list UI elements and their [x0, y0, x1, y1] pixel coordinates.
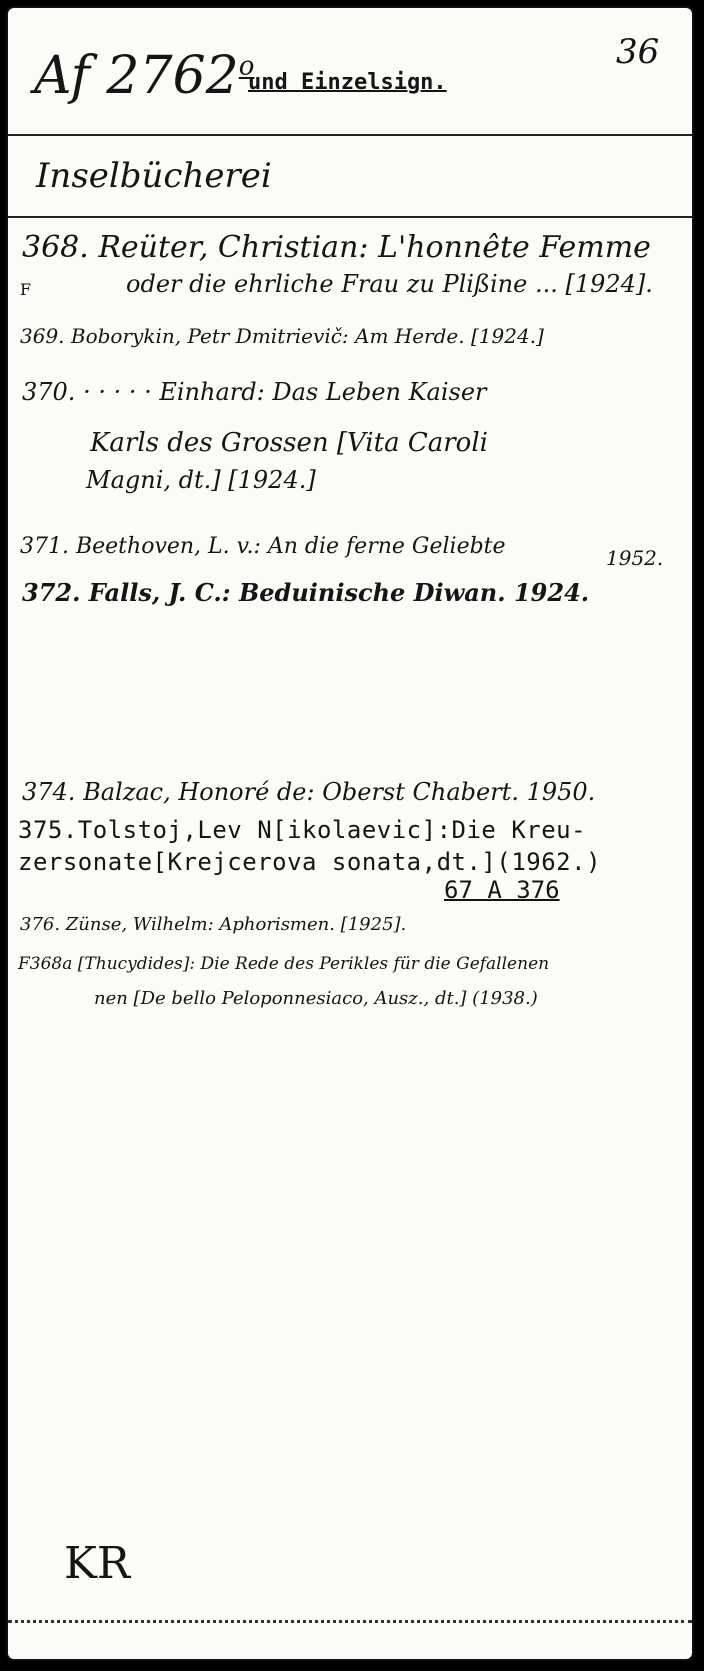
- series-title: Inselbücherei: [36, 156, 272, 196]
- entry-375-line2: zersonate[Krejcerova sonata,dt.](1962.): [18, 848, 602, 876]
- entry-370-line2: Karls des Grossen [Vita Caroli: [90, 428, 488, 458]
- entry-368a-line1: F368a [Thucydides]: Die Rede des Perikles für die Gefallenen: [18, 954, 550, 974]
- entry-369: 369. Boborykin, Petr Dmitrievič: Am Herde. [1924.]: [20, 324, 544, 348]
- typed-heading: und Einzelsign.: [248, 70, 447, 95]
- entry-368a-line2: nen [De bello Peloponnesiaco, Ausz., dt.] (1938.): [94, 988, 538, 1009]
- entry-368-mark: F: [20, 280, 32, 299]
- entry-371-line1: 371. Beethoven, L. v.: An die ferne Geliebte: [20, 534, 506, 559]
- entry-372: 372. Falls, J. C.: Beduinische Diwan. 1924.: [22, 578, 590, 607]
- entry-375-callno: 67 A 376: [444, 876, 560, 904]
- series-rule: [8, 216, 692, 218]
- entry-368-line2: oder die ehrliche Frau zu Plißine ... [1924].: [126, 270, 653, 298]
- entry-370-line1: 370. · · · · · Einhard: Das Leben Kaiser: [22, 378, 487, 406]
- catalog-card: [6, 6, 694, 1661]
- entry-376: 376. Zünse, Wilhelm: Aphorismen. [1925].: [20, 914, 407, 935]
- entry-375-line1: 375.Tolstoj,Lev N[ikolaevic]:Die Kreu-: [18, 816, 587, 844]
- cataloger-initials: KR: [64, 1538, 130, 1589]
- entry-374: 374. Balzac, Honoré de: Oberst Chabert. 1950.: [22, 778, 596, 806]
- bottom-dotted-rule: [8, 1620, 692, 1623]
- entry-370-line3: Magni, dt.] [1924.]: [86, 466, 316, 494]
- call-number-suffix: o: [238, 51, 255, 82]
- page-number: 36: [616, 32, 660, 72]
- header-rule: [8, 134, 692, 136]
- entry-371-year: 1952.: [606, 546, 664, 570]
- entry-368-line1: 368. Reüter, Christian: L'honnête Femme: [22, 230, 651, 265]
- call-number: Af 2762$^o$: [34, 46, 255, 106]
